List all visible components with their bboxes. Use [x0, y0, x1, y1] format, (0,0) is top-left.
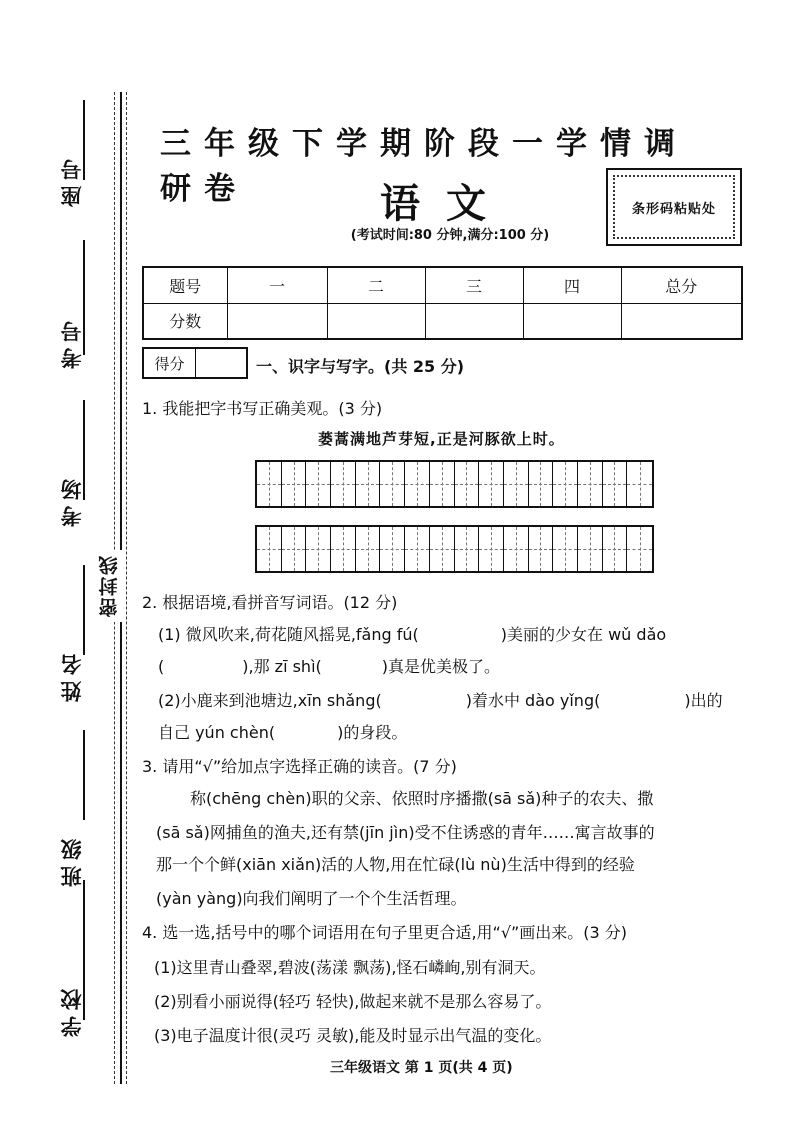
- question-1-heading: 1. 我能把字书写正确美观。(3 分): [142, 399, 383, 418]
- score-table-cell: 总分: [621, 267, 742, 303]
- seat-label: 座号: [60, 153, 84, 207]
- barcode-area: [606, 168, 742, 246]
- class-label: 班级: [60, 833, 84, 887]
- seal-dashed-line-2: [126, 92, 127, 1084]
- question-2-line-3: (2)小鹿来到池塘边,xīn shǎng( )着水中 dào yǐng( )出的: [158, 691, 723, 710]
- school-label: 学校: [60, 983, 84, 1037]
- score-table: [142, 266, 743, 340]
- question-3-heading: 3. 请用“√”给加点字选择正确的读音。(7 分): [142, 757, 457, 776]
- seal-line-label: 密封线: [92, 550, 126, 622]
- score-table-score-row: [143, 303, 742, 339]
- score-table-cell: 题号: [143, 267, 227, 303]
- barcode-label: 条形码粘贴处: [613, 175, 735, 239]
- question-4-heading: 4. 选一选,括号中的哪个词语用在句子里更合适,用“√”画出来。(3 分): [142, 923, 628, 942]
- question-2-line-4: 自己 yún chèn( )的身段。: [158, 723, 408, 742]
- exam-room-label: 考场: [60, 473, 84, 527]
- score-input-cell[interactable]: [425, 303, 523, 339]
- question-3-line-3: 那一个个鲜(xiān xiǎn)活的人物,用在忙碌(lù nù)生活中得到的经验: [156, 855, 635, 874]
- question-2-line-2: ( ),那 zī shì( )真是优美极了。: [158, 657, 501, 676]
- question-3-line-1: 称(chēng chèn)职的父亲、依照时序播撒(sā sǎ)种子的农夫、撒: [190, 789, 654, 808]
- question-4-item-3: (3)电子温度计很(灵巧 灵敏),能及时显示出气温的变化。: [154, 1026, 552, 1045]
- exam-title: 三年级下学期阶段一学情调研卷: [160, 126, 688, 207]
- question-4-item-2: (2)别看小丽说得(轻巧 轻快),做起来就不是那么容易了。: [154, 992, 552, 1011]
- score-table-cell: 二: [327, 267, 425, 303]
- writing-grid-row-1[interactable]: [255, 460, 654, 508]
- page-footer: 三年级语文 第 1 页(共 4 页): [330, 1060, 513, 1076]
- student-name-label: 姓名: [60, 648, 84, 702]
- question-2-heading: 2. 根据语境,看拼音写词语。(12 分): [142, 593, 398, 612]
- score-input-cell[interactable]: [327, 303, 425, 339]
- section-title: 一、识字与写字。(共 25 分): [256, 357, 465, 376]
- score-table-cell: 分数: [143, 303, 227, 339]
- question-2-line-1: (1) 微风吹来,荷花随风摇晃,fǎng fú( )美丽的少女在 wǔ dǎo: [158, 625, 667, 644]
- section-score-input[interactable]: [196, 349, 246, 377]
- score-input-cell[interactable]: [227, 303, 327, 339]
- score-table-header-row: [143, 267, 742, 303]
- section-score-label: 得分: [144, 349, 196, 377]
- exam-info: (考试时间:80 分钟,满分:100 分): [350, 228, 550, 243]
- subject-title: 语文: [380, 181, 512, 227]
- score-input-cell[interactable]: [523, 303, 621, 339]
- score-table-cell: 一: [227, 267, 327, 303]
- poem-line: 蒌蒿满地芦芽短,正是河豚欲上时。: [318, 430, 565, 448]
- writing-grid-row-2[interactable]: [255, 525, 654, 573]
- exam-number-label: 考号: [60, 315, 84, 369]
- question-3-line-2: (sā sǎ)网捕鱼的渔夫,还有禁(jīn jìn)受不住诱惑的青年……寓言故事的: [156, 823, 655, 842]
- section-score-box: [142, 347, 248, 379]
- score-input-cell[interactable]: [621, 303, 742, 339]
- question-3-line-4: (yàn yàng)向我们阐明了一个个生活哲理。: [156, 889, 467, 908]
- question-4-item-1: (1)这里青山叠翠,碧波(荡漾 飘荡),怪石嶙峋,别有洞天。: [154, 958, 546, 977]
- score-table-cell: 三: [425, 267, 523, 303]
- score-table-cell: 四: [523, 267, 621, 303]
